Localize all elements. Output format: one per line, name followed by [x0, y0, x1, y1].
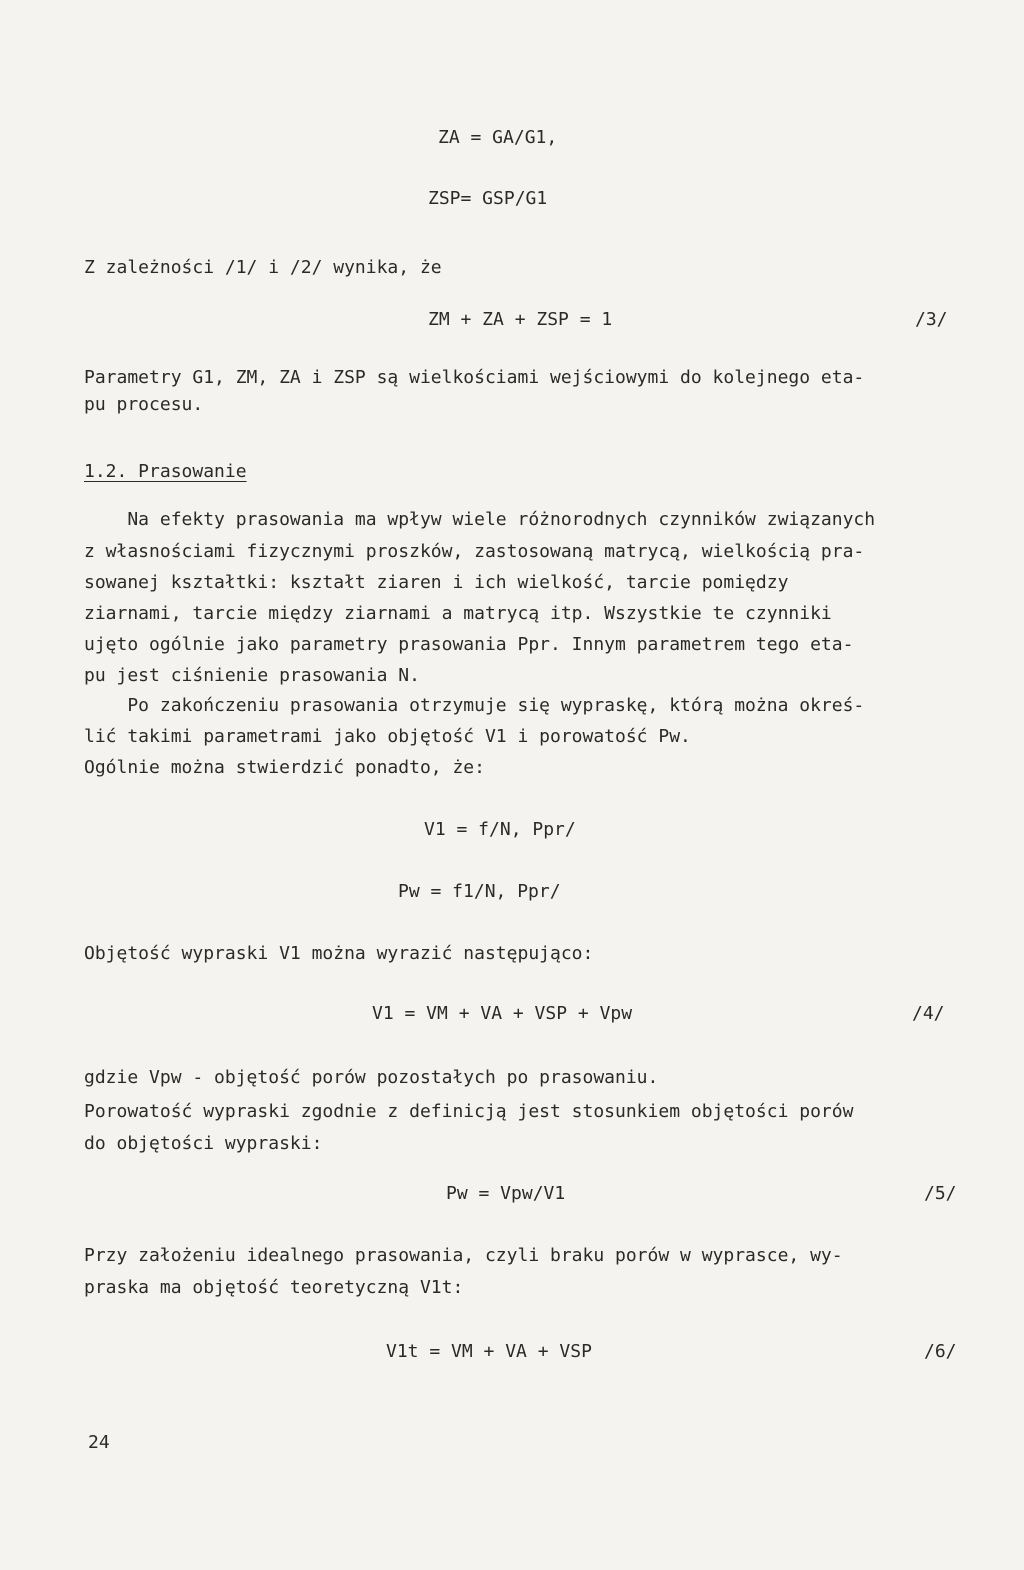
text-line: gdzie Vpw - objętość porów pozostałych po prasowaniu.	[84, 1067, 659, 1088]
text-line: Parametry G1, ZM, ZA i ZSP są wielkościami wejściowymi do kolejnego eta-	[84, 367, 865, 388]
equation-3: ZM + ZA + ZSP = 1	[428, 309, 613, 330]
equation-number-4: /4/	[912, 1003, 945, 1024]
equation-pw: Pw = f1/N, Ppr/	[398, 881, 561, 902]
paragraph-line: z własnościami fizycznymi proszków, zastosowaną matrycą, wielkością pra-	[84, 541, 865, 562]
paragraph-line: Po zakończeniu prasowania otrzymuje się wypraskę, którą można okreś-	[84, 695, 865, 716]
text-line: do objętości wypraski:	[84, 1133, 323, 1154]
text-line: Z zależności /1/ i /2/ wynika, że	[84, 257, 442, 278]
paragraph-line: ujęto ogólnie jako parametry prasowania Ppr. Innym parametrem tego eta-	[84, 634, 854, 655]
equation-v1: V1 = f/N, Ppr/	[424, 819, 576, 840]
equation-6: V1t = VM + VA + VSP	[386, 1341, 592, 1362]
equation-za: ZA = GA/G1,	[438, 127, 558, 148]
equation-number-6: /6/	[924, 1341, 957, 1362]
equation-number-5: /5/	[924, 1183, 957, 1204]
text-line: praska ma objętość teoretyczną V1t:	[84, 1277, 464, 1298]
paragraph-line: Na efekty prasowania ma wpływ wiele różnorodnych czynników związanych	[84, 509, 876, 530]
text-line: pu procesu.	[84, 394, 204, 415]
text-line: Objętość wypraski V1 można wyrazić następująco:	[84, 943, 594, 964]
text-line: Przy założeniu idealnego prasowania, czyli braku porów w wyprasce, wy-	[84, 1245, 843, 1266]
page-number: 24	[88, 1432, 110, 1453]
paragraph-line: sowanej kształtki: kształt ziaren i ich wielkość, tarcie pomiędzy	[84, 572, 789, 593]
paragraph-line: lić takimi parametrami jako objętość V1 i porowatość Pw.	[84, 726, 691, 747]
equation-zsp: ZSP= GSP/G1	[428, 188, 548, 209]
text-line: Porowatość wypraski zgodnie z definicją jest stosunkiem objętości porów	[84, 1101, 854, 1122]
equation-4: V1 = VM + VA + VSP + Vpw	[372, 1003, 633, 1024]
equation-number-3: /3/	[915, 309, 948, 330]
paragraph-line: ziarnami, tarcie między ziarnami a matrycą itp. Wszystkie te czynniki	[84, 603, 832, 624]
section-heading: 1.2. Prasowanie	[84, 461, 247, 482]
equation-5: Pw = Vpw/V1	[446, 1183, 566, 1204]
paragraph-line: pu jest ciśnienie prasowania N.	[84, 665, 420, 686]
paragraph-line: Ogólnie można stwierdzić ponadto, że:	[84, 757, 485, 778]
